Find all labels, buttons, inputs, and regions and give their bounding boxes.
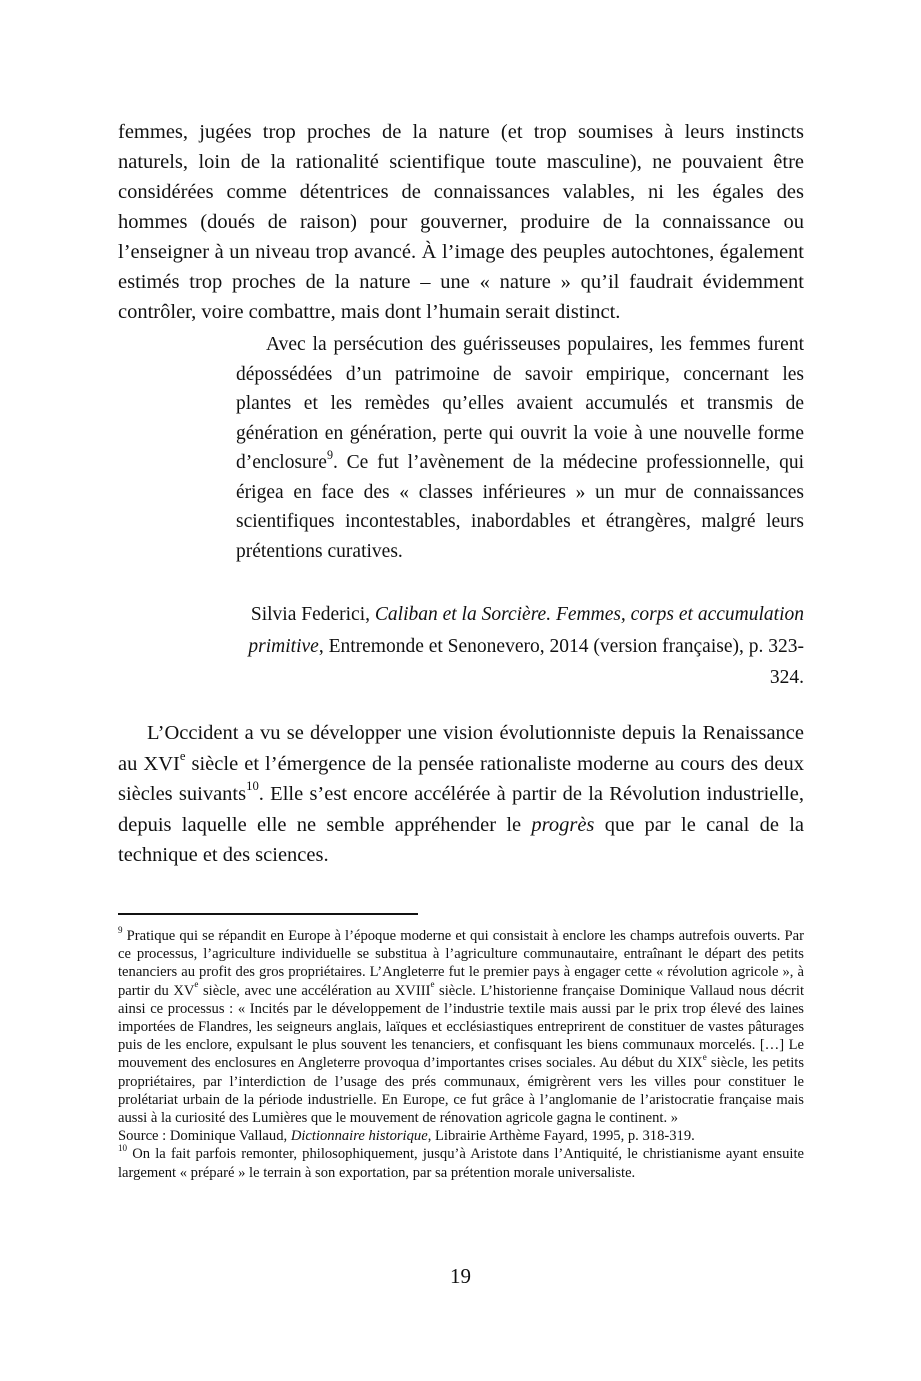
footnote-9-part-2: siècle, avec une accélération au XVIII: [198, 982, 431, 999]
footnote-ref-10[interactable]: 10: [246, 779, 259, 794]
footnotes: [118, 924, 805, 1182]
footnote-source-prefix: Source : Dominique Vallaud,: [118, 1128, 291, 1145]
century-superscript: e: [179, 748, 186, 763]
footnote-9-sup-3: e: [702, 1052, 707, 1063]
quote-text-start: Avec la persécution des guérisseuses populaires, les femmes furent dépossédées d’un patrimoine de savoir empirique, concernant les plantes et les remèdes qu’elles avaient accumulés et transmis de génération en génération, perte qui ouvrit la voie à une nouvelle forme d’enclosure: [236, 334, 804, 473]
body-paragraph: [118, 718, 804, 871]
source-details: , Entremonde et Senonevero, 2014 (version française), p. 323-324.: [318, 635, 804, 688]
emphasis-word: progrès: [531, 813, 595, 836]
footnote-9-source: [118, 1127, 804, 1145]
footnote-9-number: 9: [118, 924, 123, 935]
paragraph-part-3: . Elle s’est encore accélérée à partir de la Révolution industrielle, depuis laquelle elle ne semble appréhender le: [118, 783, 804, 836]
footnote-separator: [118, 913, 418, 915]
footnote-9-part-3: siècle. L’historienne française Dominique Vallaud nous décrit ainsi ce processus : « Incités par le développement de l’industrie textile mais aussi par le prix trop élevé des laines importées de Flandres, les seigneurs anglais, laïques et ecclésiastiques entreprirent de constituer de vastes pâturages puis de les enclore, expulsant le plus souvent les tenanciers, et confisquant les biens communaux morcelés. […] Le mouvement des enclosures en Angleterre provoqua d’importantes crises sociales. Au début du XIX: [118, 982, 805, 1072]
footnote-source-title: Dictionnaire historique: [290, 1128, 428, 1145]
source-author: Silvia Federici,: [250, 604, 375, 625]
paragraph-part-2: siècle et l’émergence de la pensée rationaliste moderne au cours des deux siècles suivants: [118, 752, 804, 805]
body-paragraph-continued: femmes, jugées trop proches de la nature (et trop soumises à leurs instincts naturels, loin de la rationalité scientifique toute masculine), ne pouvaient être considérées comme détentrices de connaissances valables, ni les égales des hommes (doués de raison) pour gouverner, produire de la connaissance ou l’enseigner à un niveau trop avancé. À l’image des peuples autochtones, également estimés trop proches de la nature – une « nature » qu’il faudrait évidemment contrôler, voire combattre, mais dont l’humain serait distinct.: [118, 121, 804, 323]
footnote-10-text: On la fait parfois remonter, philosophiquement, jusqu’à Aristote dans l’Antiquité, le christianisme ayant ensuite largement « préparé » le terrain à son exportation, par sa prétention morale universaliste.: [118, 1146, 804, 1181]
footnote-10-number: 10: [118, 1143, 128, 1154]
source-title: Caliban et la Sorcière. Femmes, corps et accumulation primitive: [248, 604, 804, 657]
footnote-9: [118, 924, 805, 1127]
quote-source: [236, 599, 804, 694]
footnote-9-sup-2: e: [430, 979, 435, 990]
paragraph-part-1: L’Occident a vu se développer une vision évolutionniste depuis la Renaissance au XVI: [118, 722, 804, 775]
page-number: 19: [450, 1264, 471, 1288]
footnote-9-sup-1: e: [194, 979, 199, 990]
paragraph-part-4: que par le canal de la technique et des sciences.: [118, 813, 804, 866]
footnote-10: [118, 1145, 804, 1181]
footnote-source-suffix: , Librairie Arthème Fayard, 1995, p. 318-319.: [427, 1128, 695, 1145]
footnote-9-part-1: Pratique qui se répandit en Europe à l’époque moderne et qui consistait à enclore les champs autrefois ouverts. Par ce processus, l’agriculture individuelle se substitua à l’agriculture communautaire, entraînant le départ des petits tenanciers au profit des gros propriétaires. L’Angleterre fut le premier pays à engager cette « révolution agricole », à partir du XV: [118, 928, 804, 999]
block-quote: [236, 330, 804, 566]
footnote-ref-9[interactable]: 9: [326, 447, 334, 462]
footnote-9-part-4: siècle, les petits propriétaires, par l’interdiction de l’usage des prés communaux, émigrèrent vers les villes pour constituer le prolétariat urbain de la période industrielle. En Europe, ce fut grâce à l’anglomanie de l’aristocratie française mais aussi à la curiosité des Lumières que le mouvement de rénovation agricole gagna le continent. »: [118, 1055, 804, 1127]
quote-text-end: . Ce fut l’avènement de la médecine professionnelle, qui érigea en face des « classes inférieures » un mur de connaissances scientifiques incontestables, inabordables et étrangères, malgré leurs prétentions curatives.: [236, 452, 804, 562]
